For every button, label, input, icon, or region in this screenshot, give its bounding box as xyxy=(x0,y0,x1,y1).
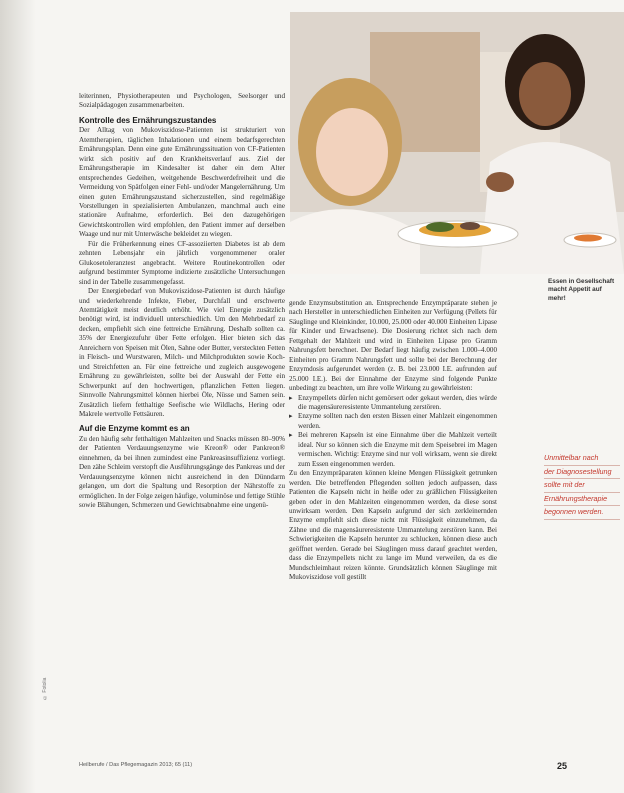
enzyme-bullet-list xyxy=(289,394,497,470)
pull-quote-line: sollte mit der xyxy=(544,479,620,493)
paragraph: Der Alltag von Mukoviszidose-Patienten ist strukturiert von Atemtherapien, täglichen Inhalationen und einem bedarfsgerechten Ernährungsplan. Denn eine gute Ernährungssituation von CF-Patienten wirkt sich positiv auf den Krankheitsverlauf aus. Ziel der Ernährungstherapie im Kindesalter ist daher ein dem Alter entsprechendes Gedeihen, weitgehende Beschwerdefreiheit und die Vermeidung von Spätfolgen einer Fehl- und/oder Mangelernährung. Um einen guten Ernährungszustand sicherzustellen, sind regelmäßige Vorstellungen in spezialisierten Ambulanzen, manchmal auch eine stationäre Aufnahme, erforderlich. Bei den dazugehörigen Gewichtskontrollen wird empfohlen, den Patient immer auf derselben Waage und nur mit Unterwäsche bekleidet zu wiegen. xyxy=(79,126,285,239)
photo-credit: © Fotolia xyxy=(42,677,48,700)
pull-quote xyxy=(544,452,620,520)
list-item: ▸ Enzympellets dürfen nicht gemörsert oder gekaut werden, dies würde die magensäureresistente Ummantelung zerstören. xyxy=(289,394,497,413)
page-gutter-shadow xyxy=(0,0,36,793)
section-heading-enzyme: Auf die Enzyme kommt es an xyxy=(79,424,190,434)
section-heading-ernaehrungszustand: Kontrolle des Ernährungszustandes xyxy=(79,115,217,125)
pull-quote-line: Ernährungstherapie xyxy=(544,493,620,507)
paragraph: Zu den Enzympräparaten können kleine Mengen Flüssigkeit getrunken werden. Die betreffenden Pflegenden sollten jedoch aufpassen, dass Patienten die Kapseln nicht in heiße oder zu gräßlichen Flüssigkeiten geben oder in den Mahlzeiten eingenommen werden, da diese sonst unwirksam werden. Den Kapseln aufgrund der sich zerkleinernden Enzyme empfiehlt sich diese nicht mit Flüssigkeit einzunehmen, da Zähne und die magensäureresistente Ummantelung zerstören kann. Bei Schwierigkeiten die Kapseln herunter zu schlucken, können diese auch geöffnet werden. Gerade bei Säuglingen muss darauf geachtet werden, dass die Enzympellets nicht zu lange im Mund verweilen, da es die Mundschleimhaut reizen könnte. Grundsätzlich können Säuglinge mit Mukoviszidose voll gestillt xyxy=(289,469,497,582)
journal-footer: Heilberufe / Das Pflegemagazin 2013; 65 (11) xyxy=(79,762,193,768)
paragraph: Der Energiebedarf von Mukoviszidose-Patienten ist durch häufige und wiederkehrende Infekte, Fieber, Durchfall und erschwerte Atemtätigkeit meist deutlich erhöht. Wie viel Energie zusätzlich benötigt wird, ist individuell unterschiedlich. Um den Mehrbedarf zu decken, empfiehlt sich eine fettreiche Ernährung. Deshalb sollten ca. 35% der Energiezufuhr über Fette erfolgen. Hier bieten sich das Anreichern von Speisen mit Ölen, Sahne oder Butter, versteckten Fetten in Fleisch- und Wurstwaren, Milch- und Milchprodukten sowie Koch- und Streichfetten an. Für eine fettreiche und zugleich ausgewogene Ernährung zu gewährleisten, sollte bei der Auswahl der Fette ein Schwerpunkt auf den hochwertigen, pflanzlichen Fetten liegen. Sinnvolle Nahrungsmittel können hierbei Öle, Nüsse und Samen sein. Zusätzlich liefern fetthaltige Seefische wie Wildlachs, Hering oder Makrele wertvolle Fettsäuren. xyxy=(79,287,285,418)
pull-quote-line: der Diagnosestellung xyxy=(544,466,620,480)
list-item: ▸ Bei mehreren Kapseln ist eine Einnahme über die Mahlzeit verteilt ideal. Nur so können sich die Enzyme mit dem Speisebrei im Magen vermischen. Wichtig: Enzyme sind nur voll wirksam, wenn sie direkt zum Essen eingenommen werden. xyxy=(289,431,497,469)
page-number: 25 xyxy=(557,761,568,771)
paragraph: Zu den häufig sehr fetthaltigen Mahlzeiten und Snacks müssen 80–90% der Patienten Verdauungsenzyme wie Kreon® oder Pankreon® einnehmen, da bei ihnen zumindest eine Pankreasinsuffizienz vorliegt. Den zähe Schleim verstopft die Ausführungsgänge des Pankreas und der Verdauungsenzyme können nicht ausreichend in den Dünndarm gelangen, um dort die Spaltung und Resorption der Nährstoffe zu ermöglichen. In der Folge zeigen häufige, voluminöse und fettige Stühle sowie Blähungen, Schmerzen und Gewichtsabnahme eine ungenü- xyxy=(79,434,285,510)
list-item: ▸ Enzyme sollten nach den ersten Bissen einer Mahlzeit eingenommen werden. xyxy=(289,412,497,431)
paragraph: Für die Früherkennung eines CF-assoziierten Diabetes ist ab dem zehnten Lebensjahr ein jährlich vorgenommener oraler Glukosetoleranztest angebracht. Weitere Routinekontrollen oder aufgrund bestimmter Symptome indizierte zusätzliche Untersuchungen sind in der Tabelle zusammengefasst. xyxy=(79,239,285,286)
article-photo xyxy=(290,12,624,274)
pull-quote-line: Unmittelbar nach xyxy=(544,452,620,466)
left-column xyxy=(79,92,285,510)
middle-column xyxy=(289,299,497,583)
pull-quote-line: begonnen werden. xyxy=(544,506,620,520)
paragraph: gende Enzymsubstitution an. Entsprechende Enzympräparate stehen je nach Hersteller in unterschiedlichen Einheiten zur Verfügung (Pellets für Säuglinge und Kleinkinder, 10.000, 25.000 oder 40.000 Einheiten Lipase für Kinder und Erwachsene). Die Dosierung richtet sich nach dem Fettgehalt der Mahlzeit und wird in Einheiten Lipase pro Gramm Nahrungsfett berechnet. Der Bedarf liegt häufig zwischen 1.000–4.000 Einheiten pro Gramm Nahrungsfett und sollte bei der Berechnung der Enzymdosis aufgerundet werden (z. B. bei 23.000 I.E. aufrunden auf 25.000 I.E.). Bei der Einnahme der Enzyme sind folgende Punkte unbedingt zu beachten, um ihre volle Wirkung zu gewährleisten: xyxy=(289,299,497,393)
photo-caption: Essen in Gesellschaft macht Appetit auf mehr! xyxy=(548,278,615,302)
intro-paragraph: leiterinnen, Physiotherapeuten und Psychologen, Seelsorger und Sozialpädagogen zusammenarbeiten. xyxy=(79,92,285,110)
photo-illustration xyxy=(290,12,624,274)
